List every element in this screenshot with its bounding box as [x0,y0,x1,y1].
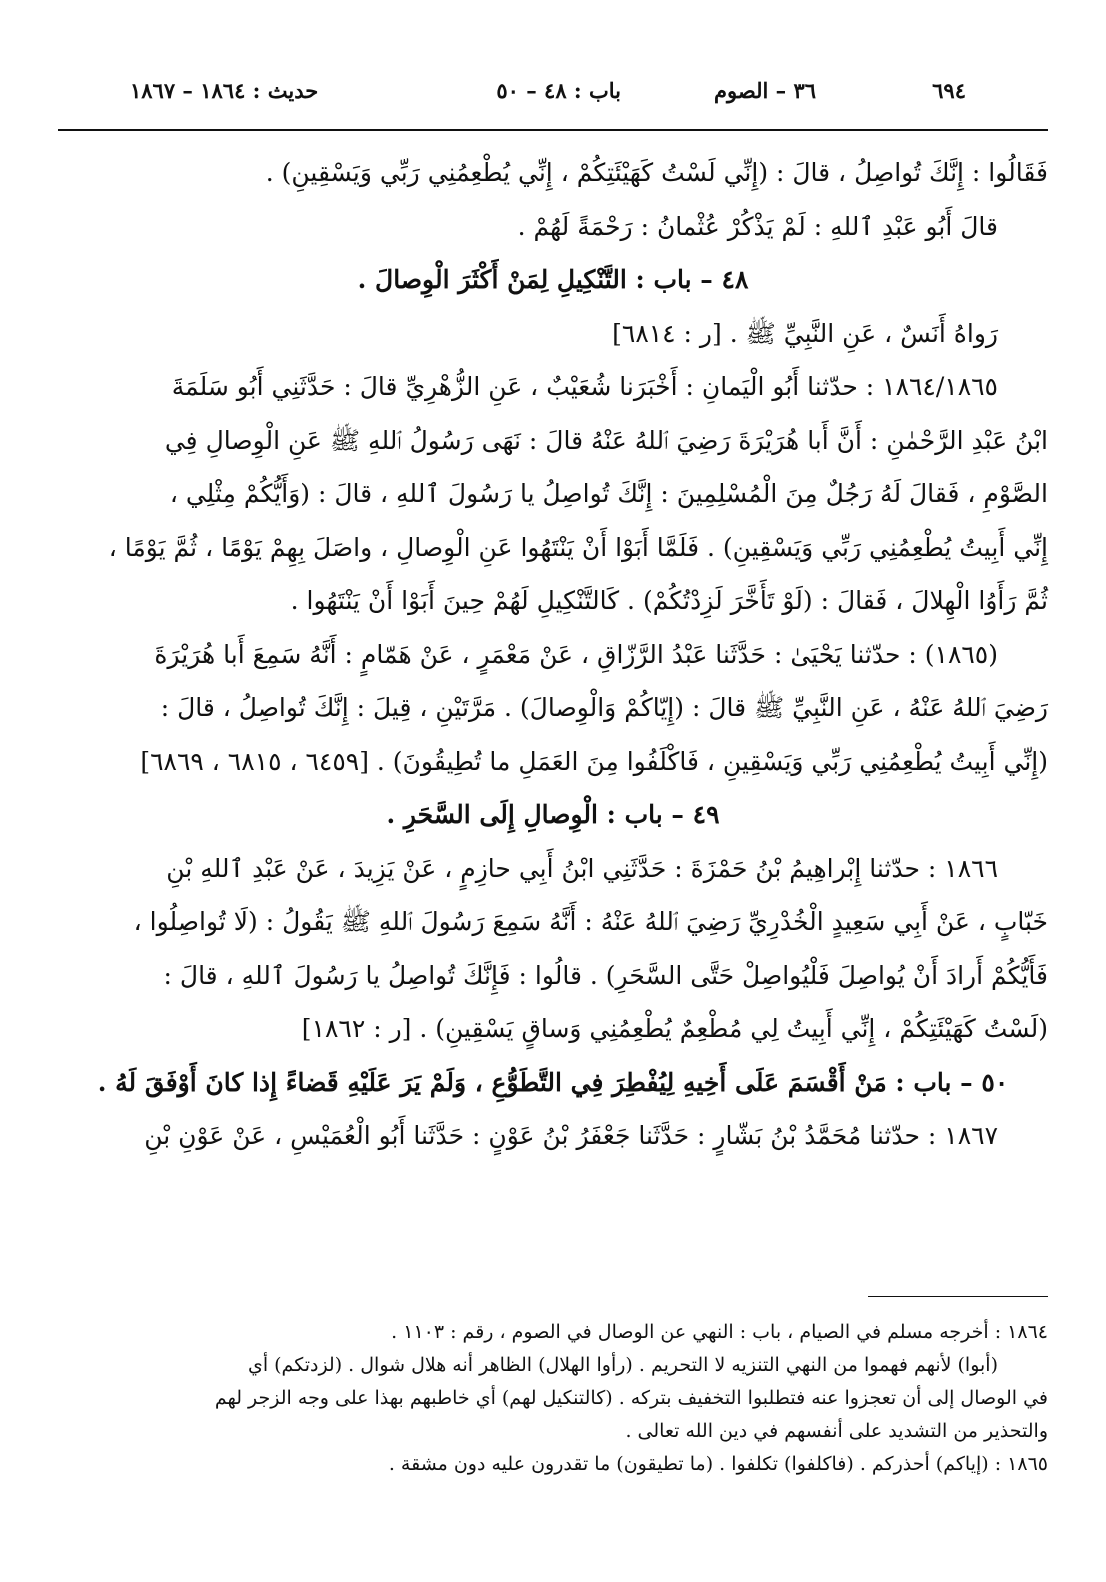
footnote-line: في الوصال إلى أن تعجزوا عنه فتطلبوا التخفيف بتركه . (كالتنكيل لهم) أي خاطبهم بهذا على وجه الزجر لهم [214,1387,1048,1409]
text-line: رَضِيَ ٱللهُ عَنْهُ ، عَنِ النَّبِيِّ ﷺ قالَ : (إِيّاكُمْ وَالْوِصالَ) . مَرَّتَيْنِ ، قِيلَ : إِنَّكَ تُواصِلُ ، قالَ : [160,693,1048,722]
footnote-divider [868,1296,1048,1297]
footnote-line: (أبوا) لأنهم فهموا من النهي التنزيه لا التحريم . (رأوا الهلال) الظاهر أنه هلال شوال . (لزدتكم) أي [247,1354,998,1376]
text-line: (١٨٦٥) : حدّثنا يَحْيَىٰ : حَدَّثَنا عَبْدُ الرَّزّاقِ ، عَنْ مَعْمَرٍ ، عَنْ هَمّامٍ : أَنَّهُ سَمِعَ أَبا هُرَيْرَةَ [154,639,998,669]
text-line: خَبّابٍ ، عَنْ أَبِي سَعِيدٍ الْخُدْرِيِّ رَضِيَ ٱللهُ عَنْهُ : أَنَّهُ سَمِعَ رَسُولَ ٱللهِ ﷺ يَقُولُ : (لَا تُواصِلُوا ، [133,907,1048,936]
footnote-line: والتحذير من التشديد على أنفسهم في دين الله تعالى . [625,1420,1048,1442]
footnotes [58,1316,1048,1481]
text-line: قالَ أَبُو عَبْدِ ٱللهِ : لَمْ يَذْكُرْ عُثْمانُ : رَحْمَةً لَهُمْ . [517,211,998,241]
text-line: فَقَالُوا : إِنَّكَ تُواصِلُ ، قالَ : (إِنِّي لَسْتُ كَهَيْئَتِكُمْ ، إِنِّي يُطْعِمُنِي رَبِّي وَيَسْقِينِ) . [265,158,1048,187]
text-line: رَواهُ أَنَسٌ ، عَنِ النَّبِيِّ ﷺ . [ر : ٦٨١٤] [612,318,998,348]
text-line: إِنِّي أَبِيتُ يُطْعِمُنِي رَبِّي وَيَسْقِينِ) . فَلَمَّا أَبَوْا أَنْ يَنْتَهُوا عَنِ الْوِصالِ ، واصَلَ بِهِمْ يَوْمًا ، ثُمَّ يَوْمًا ، [108,532,1048,562]
chapter-heading: ٥٠ – باب : مَنْ أَقْسَمَ عَلَى أَخِيهِ لِيُفْطِرَ فِي التَّطَوُّعِ ، وَلَمْ يَرَ عَلَيْهِ قَضاءً إِذا كانَ أَوْفَقَ لَهُ . [97,1067,1009,1097]
text-line: ١٨٦٤/١٨٦٥ : حدّثنا أَبُو الْيَمانِ : أَخْبَرَنا شُعَيْبٌ ، عَنِ الزُّهْرِيِّ قالَ : حَدَّثَنِي أَبُو سَلَمَةَ [171,372,998,401]
page-number: ٦٩٤ [932,78,966,103]
footnote-line: ١٨٦٥ : (إياكم) أحذركم . (فاكلفوا) تكلفوا . (ما تطيقون) ما تقدرون عليه دون مشقة . [388,1453,1048,1475]
text-line: فَأَيُّكُمْ أَرادَ أَنْ يُواصِلَ فَلْيُواصِلْ حَتَّى السَّحَرِ) . قالُوا : فَإِنَّكَ تُواصِلُ يا رَسُولَ ٱللهِ ، قالَ : [163,960,1048,990]
hadith-range: حديث : ١٨٦٤ – ١٨٦٧ [130,78,319,103]
book-title: ٣٦ – الصوم [714,78,816,103]
running-header [130,78,966,112]
chapter-heading: ٤٩ – باب : الْوِصالِ إِلَى السَّحَرِ . [386,800,720,829]
text-line: ثُمَّ رَأَوُا الْهِلالَ ، فَقالَ : (لَوْ تَأَخَّرَ لَزِدْتُكُمْ) . كَالتَّنْكِيلِ لَهُمْ حِينَ أَبَوْا أَنْ يَنْتَهُوا . [290,586,1048,615]
chapter-range: باب : ٤٨ – ٥٠ [496,78,621,103]
chapter-heading: ٤٨ – باب : التَّنْكِيلِ لِمَنْ أَكْثَرَ الْوِصالَ . [357,265,749,294]
text-line: (لَسْتُ كَهَيْئَتِكُمْ ، إِنِّي أَبِيتُ لِي مُطْعِمٌ يُطْعِمُنِي وَساقٍ يَسْقِينِ) . [ر : ١٨٦٢] [301,1014,1048,1043]
footnote-line: ١٨٦٤ : أخرجه مسلم في الصيام ، باب : النهي عن الوصال في الصوم ، رقم : ١١٠٣ . [391,1321,1048,1343]
text-line: ١٨٦٧ : حدّثنا مُحَمَّدُ بْنُ بَشّارٍ : حَدَّثَنا جَعْفَرُ بْنُ عَوْنٍ : حَدَّثَنا أَبُو الْعُمَيْسِ ، عَنْ عَوْنِ بْنِ [144,1121,998,1150]
text-line: ١٨٦٦ : حدّثنا إِبْراهِيمُ بْنُ حَمْزَةَ : حَدَّثَنِي ابْنُ أَبِي حازِمٍ ، عَنْ يَزِيدَ ، عَنْ عَبْدِ ٱللهِ بْنِ [166,853,998,883]
header-divider [58,129,1048,131]
text-line: ابْنُ عَبْدِ الرَّحْمٰنِ : أَنَّ أَبا هُرَيْرَةَ رَضِيَ ٱللهُ عَنْهُ قالَ : نَهَى رَسُولُ ٱللهِ ﷺ عَنِ الْوِصالِ فِي [164,425,1048,455]
text-line: (إِنِّي أَبِيتُ يُطْعِمُنِي رَبِّي وَيَسْقِينِ ، فَاكْلَفُوا مِنَ العَمَلِ ما تُطِيقُونَ) . [٦٤٥٩ ، ٦٨١٥ ، ٦٨٦٩] [140,746,1048,776]
text-line: الصَّوْمِ ، فَقالَ لَهُ رَجُلٌ مِنَ الْمُسْلِمِينَ : إِنَّكَ تُواصِلُ يا رَسُولَ ٱللهِ ، قالَ : (وَأَيُّكُمْ مِثْلِي ، [169,479,1048,508]
main-text [58,146,1048,1163]
